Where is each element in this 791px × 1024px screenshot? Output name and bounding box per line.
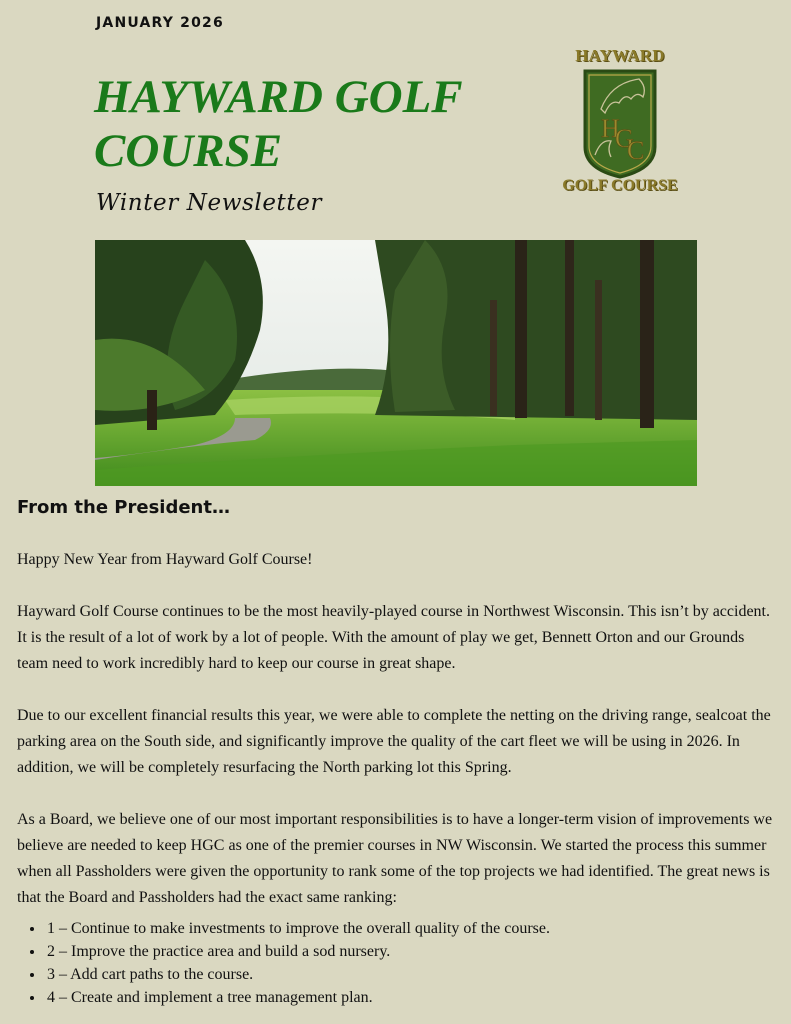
list-item: • 1 – Continue to make investments to improve the overall quality of the course. (45, 917, 777, 940)
golf-course-photo (95, 240, 697, 486)
logo-letter-c: C (627, 136, 645, 165)
logo-letter-g: G (615, 124, 634, 153)
paragraph-financial: Due to our excellent financial results this year, we were able to complete the netting on the driving range, sealcoat the parking area on the South side, and significantly improve the quality of the cart fleet we will be using in 2026. In addition, we will be completely resurfacing the North parking lot this Spring. (17, 707, 771, 776)
hgc-logo (545, 42, 695, 202)
paragraph-greeting: Happy New Year from Hayward Golf Course! (17, 551, 313, 568)
president-letter (17, 547, 777, 1009)
newsletter-subtitle: Winter Newsletter (96, 190, 323, 216)
logo-top-text: HAYWARD (575, 46, 665, 65)
issue-date: JANUARY 2026 (96, 15, 224, 31)
golf-course-illustration (95, 240, 697, 486)
list-item: • 3 – Add cart paths to the course. (45, 963, 777, 986)
logo-shield-icon (581, 69, 659, 179)
logo-letter-h: H (601, 114, 620, 143)
priority-list (17, 917, 777, 1009)
paragraph-play: Hayward Golf Course continues to be the most heavily-played course in Northwest Wisconsin. This isn’t by accident. It is the result of a lot of work by a lot of people. With the amount of play we get, Bennett Orton and our Grounds team need to work incredibly hard to keep our course in great shape. (17, 603, 770, 672)
section-heading: From the President… (17, 497, 230, 518)
newsletter-title: HAYWARD GOLF COURSE (94, 71, 462, 177)
logo-bottom-text: GOLF COURSE (562, 177, 678, 194)
list-item: • 4 – Create and implement a tree management plan. (45, 986, 777, 1009)
list-item: • 2 – Improve the practice area and build a sod nursery. (45, 940, 777, 963)
paragraph-board: As a Board, we believe one of our most important responsibilities is to have a longer-term vision of improvements we believe are needed to keep HGC as one of the premier courses in NW Wisconsin. We started the process this summer when all Passholders were given the opportunity to rank some of the top projects we had identified. The great news is that the Board and Passholders had the exact same ranking: (17, 811, 773, 906)
